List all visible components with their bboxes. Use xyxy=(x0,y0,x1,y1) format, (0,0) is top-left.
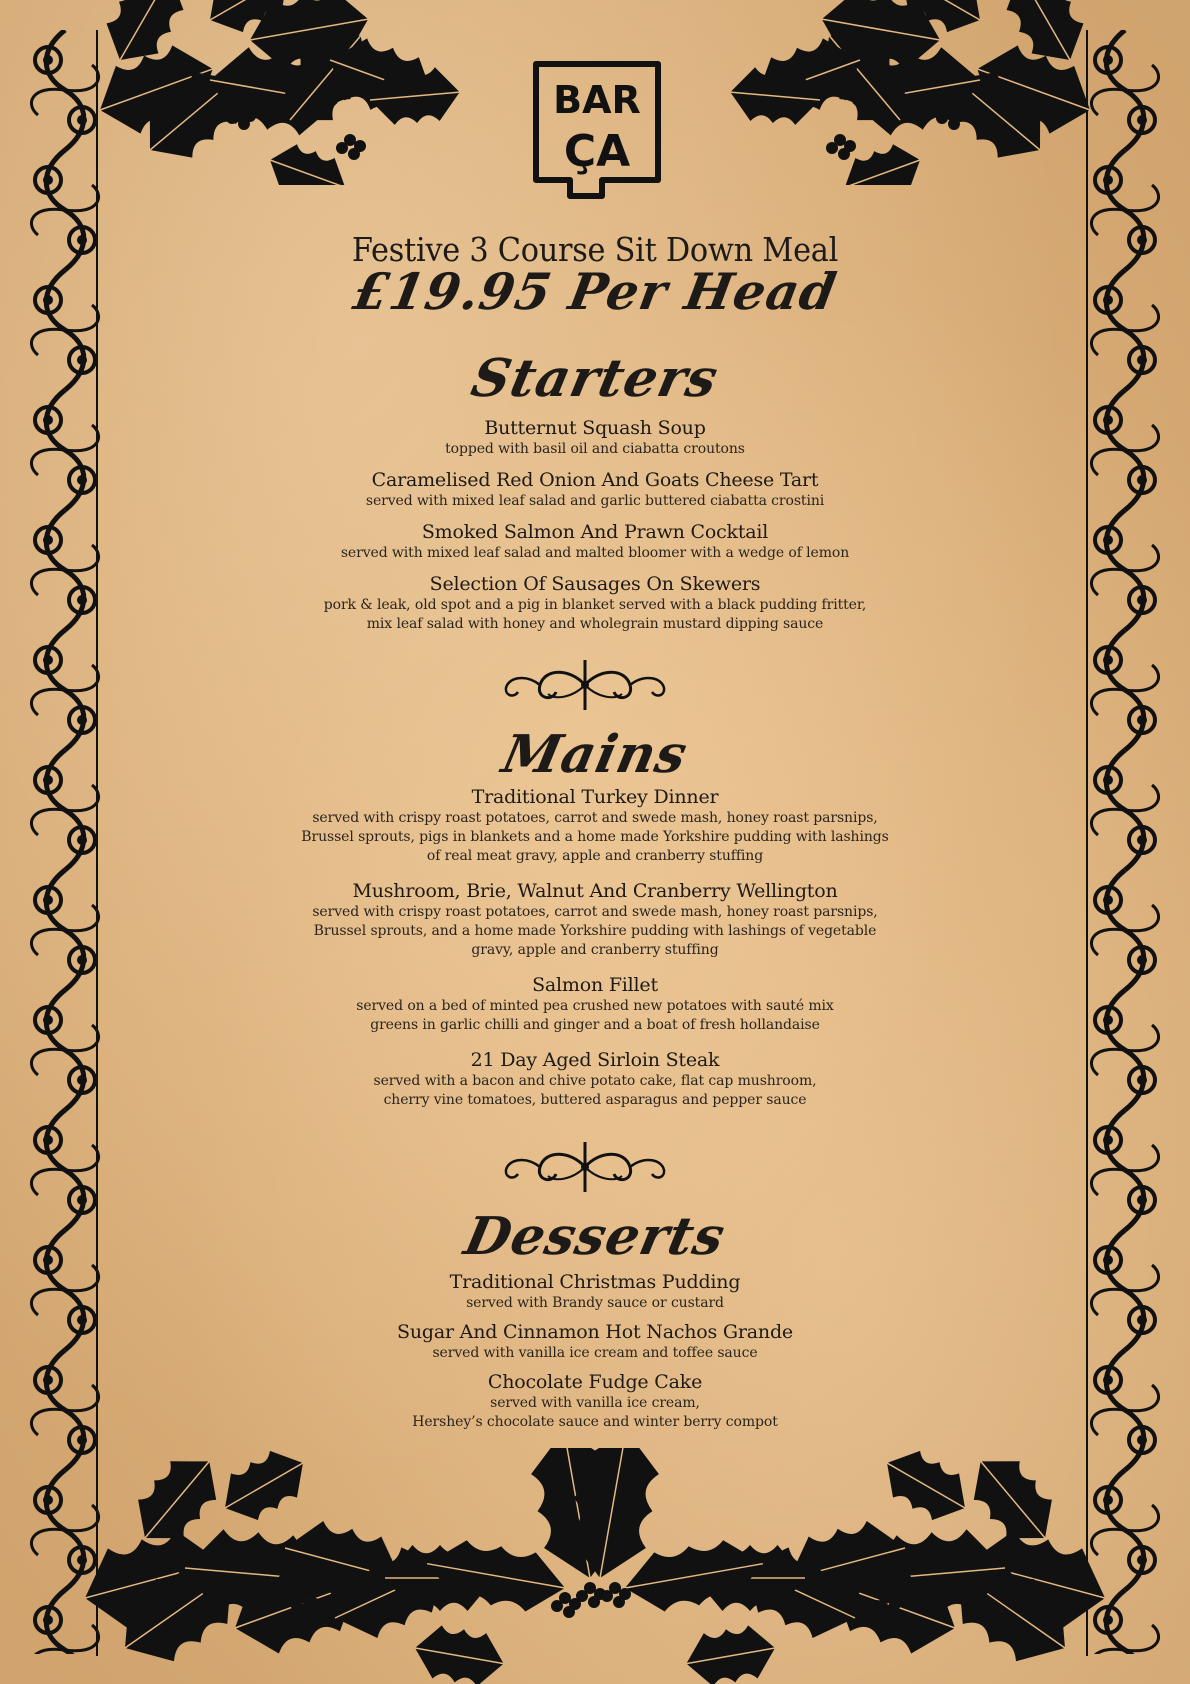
scroll-flourish-icon xyxy=(1091,30,1158,150)
menu-title: Festive 3 Course Sit Down Meal xyxy=(351,230,839,269)
menu-item-name: Selection Of Sausages On Skewers xyxy=(429,573,761,595)
menu-item xyxy=(200,973,990,1035)
menu-item xyxy=(200,879,990,960)
swirl-divider-icon xyxy=(500,658,670,712)
menu-item-desc: served with vanilla ice cream and toffee sauce xyxy=(432,1345,758,1361)
section-heading-starters: Starters xyxy=(466,348,724,409)
holly-top-left-icon xyxy=(90,0,470,185)
menu-item-desc: served with mixed leaf salad and malted bloomer with a wedge of lemon xyxy=(340,545,850,561)
menu-item-desc: of real meat gravy, apple and cranberry stuffing xyxy=(426,848,764,864)
menu-item xyxy=(200,1320,990,1363)
scroll-flourish-icon xyxy=(31,870,98,990)
menu-item-desc: served with vanilla ice cream, xyxy=(490,1395,700,1411)
menu-item-name: Salmon Fillet xyxy=(532,974,658,996)
menu-item-desc: pork & leak, old spot and a pig in blanket served with a black pudding fritter, xyxy=(323,597,867,613)
menu-item-desc: Brussel sprouts, pigs in blankets and a home made Yorkshire pudding with lashings xyxy=(301,829,889,845)
scroll-flourish-icon xyxy=(31,510,98,630)
menu-item xyxy=(200,416,990,459)
menu-item-desc: served on a bed of minted pea crushed new potatoes with sauté mix xyxy=(356,998,834,1014)
swirl-divider-icon xyxy=(500,1140,670,1194)
holly-top-right-icon xyxy=(720,0,1100,185)
logo-text-line2: ÇA xyxy=(563,126,631,177)
scroll-flourish-icon xyxy=(1091,870,1158,990)
menu-item xyxy=(200,1370,990,1432)
menu-item-desc: served with crispy roast potatoes, carrot and swede mash, honey roast parsnips, xyxy=(312,904,878,920)
menu-item-name: 21 Day Aged Sirloin Steak xyxy=(470,1049,720,1071)
menu-item xyxy=(200,785,990,866)
menu-item-desc: Hershey’s chocolate sauce and winter berry compot xyxy=(412,1414,778,1430)
scroll-flourish-icon xyxy=(1091,510,1158,630)
menu-item-name: Caramelised Red Onion And Goats Cheese Tart xyxy=(371,469,819,491)
menu-item-name: Traditional Christmas Pudding xyxy=(449,1271,741,1293)
menu-item xyxy=(200,1270,990,1313)
menu-item-desc: served with crispy roast potatoes, carrot and swede mash, honey roast parsnips, xyxy=(312,810,878,826)
menu-price: £19.95 Per Head xyxy=(348,262,842,321)
menu-item xyxy=(200,572,990,634)
menu-item xyxy=(200,468,990,511)
menu-item-desc: greens in garlic chilli and ginger and a boat of fresh hollandaise xyxy=(370,1017,820,1033)
menu-item-desc: served with Brandy sauce or custard xyxy=(466,1295,724,1311)
barca-logo xyxy=(530,58,664,208)
section-heading-desserts: Desserts xyxy=(459,1206,731,1267)
menu-item-name: Butternut Squash Soup xyxy=(484,417,706,439)
menu-item xyxy=(200,1048,990,1110)
scroll-flourish-icon xyxy=(31,30,98,150)
menu-item-desc: topped with basil oil and ciabatta croutons xyxy=(445,441,745,457)
menu-item-name: Mushroom, Brie, Walnut And Cranberry Wellington xyxy=(352,880,838,902)
menu-item-desc: served with mixed leaf salad and garlic buttered ciabatta crostini xyxy=(365,493,825,509)
menu-item-desc: served with a bacon and chive potato cake, flat cap mushroom, xyxy=(373,1073,817,1089)
menu-item-name: Traditional Turkey Dinner xyxy=(471,786,719,808)
menu-item-desc: gravy, apple and cranberry stuffing xyxy=(471,942,719,958)
menu-item xyxy=(200,520,990,563)
menu-item-name: Chocolate Fudge Cake xyxy=(487,1371,703,1393)
menu-item-name: Sugar And Cinnamon Hot Nachos Grande xyxy=(397,1321,793,1343)
menu-item-desc: mix leaf salad with honey and wholegrain mustard dipping sauce xyxy=(366,616,824,632)
scroll-flourish-icon xyxy=(31,990,98,1110)
menu-item-desc: cherry vine tomatoes, buttered asparagus and pepper sauce xyxy=(383,1092,807,1108)
scroll-flourish-icon xyxy=(1091,990,1158,1110)
logo-text-line1: BAR xyxy=(553,78,641,122)
section-heading-mains: Mains xyxy=(496,724,694,785)
holly-bottom-garland-icon xyxy=(85,1448,1105,1684)
menu-item-desc: Brussel sprouts, and a home made Yorkshire pudding with lashings of vegetable xyxy=(313,923,877,939)
menu-item-name: Smoked Salmon And Prawn Cocktail xyxy=(421,521,769,543)
